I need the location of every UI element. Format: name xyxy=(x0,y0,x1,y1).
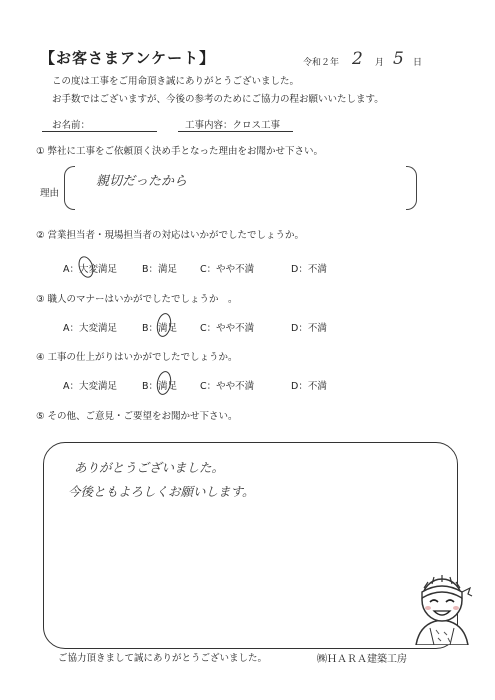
name-underline xyxy=(42,131,157,132)
q2-option-a: A：大変満足 xyxy=(63,264,117,275)
date-month-unit: 月 xyxy=(375,58,385,68)
q4-option-d: D：不満 xyxy=(291,381,327,392)
footer-thanks: ご協力頂きまして誠にありがとうございました。 xyxy=(58,653,268,664)
date-day-unit: 日 xyxy=(413,58,423,68)
date-era: 令和２年 xyxy=(303,58,340,68)
q4-selected-mark xyxy=(155,370,173,396)
q4-option-b: B：満足 xyxy=(142,381,178,392)
work-underline xyxy=(178,131,293,132)
date-month: 2 xyxy=(352,49,363,69)
q2-option-b: B：満足 xyxy=(142,264,178,275)
q4-option-c: C：やや不満 xyxy=(200,381,255,392)
date-day: 5 xyxy=(393,49,404,69)
q4-option-a: A：大変満足 xyxy=(63,381,117,392)
reason-bracket-left xyxy=(64,166,75,210)
q3-option-d: D：不満 xyxy=(291,323,327,334)
question-4: ④ 工事の仕上がりはいかがでしたでしょうか。 xyxy=(36,352,238,363)
q2-selected-mark xyxy=(76,254,96,279)
q2-option-d: D：不満 xyxy=(291,264,327,275)
reason-bracket-right xyxy=(406,166,417,210)
q3-selected-mark xyxy=(155,312,173,338)
question-2: ② 営業担当者・現場担当者の対応はいかがでしたでしょうか。 xyxy=(36,230,305,241)
survey-title: 【お客さまアンケート】 xyxy=(40,49,216,67)
question-1: ① 弊社に工事をご依頼頂く決め手となった理由をお聞かせ下さい。 xyxy=(36,146,324,157)
intro-line-1: この度は工事をご用命頂き誠にありがとうございました。 xyxy=(52,76,300,87)
comment-line-2: 今後ともよろしくお願いします。 xyxy=(68,484,255,499)
reason-label: 理由 xyxy=(40,188,60,199)
comment-line-1: ありがとうございました。 xyxy=(74,460,225,475)
work-content-label: 工事内容：クロス工事 xyxy=(185,120,281,131)
mascot-icon xyxy=(410,570,474,649)
reason-answer: 親切だったから xyxy=(96,174,188,189)
q3-option-b: B：満足 xyxy=(142,323,178,334)
question-5: ⑤ その他、ご意見・ご要望をお聞かせ下さい。 xyxy=(36,411,238,422)
intro-line-2: お手数ではございますが、今後の参考のためにご協力の程お願いいたします。 xyxy=(52,94,384,105)
q2-option-c: C：やや不満 xyxy=(200,264,255,275)
question-3: ③ 職人のマナーはいかがでしたでしょうか 。 xyxy=(36,294,238,305)
q3-option-c: C：やや不満 xyxy=(200,323,255,334)
q3-option-a: A：大変満足 xyxy=(63,323,117,334)
company-name: ㈱ＨＡＲＡ建築工房 xyxy=(317,654,407,665)
name-label: お名前： xyxy=(52,120,91,131)
